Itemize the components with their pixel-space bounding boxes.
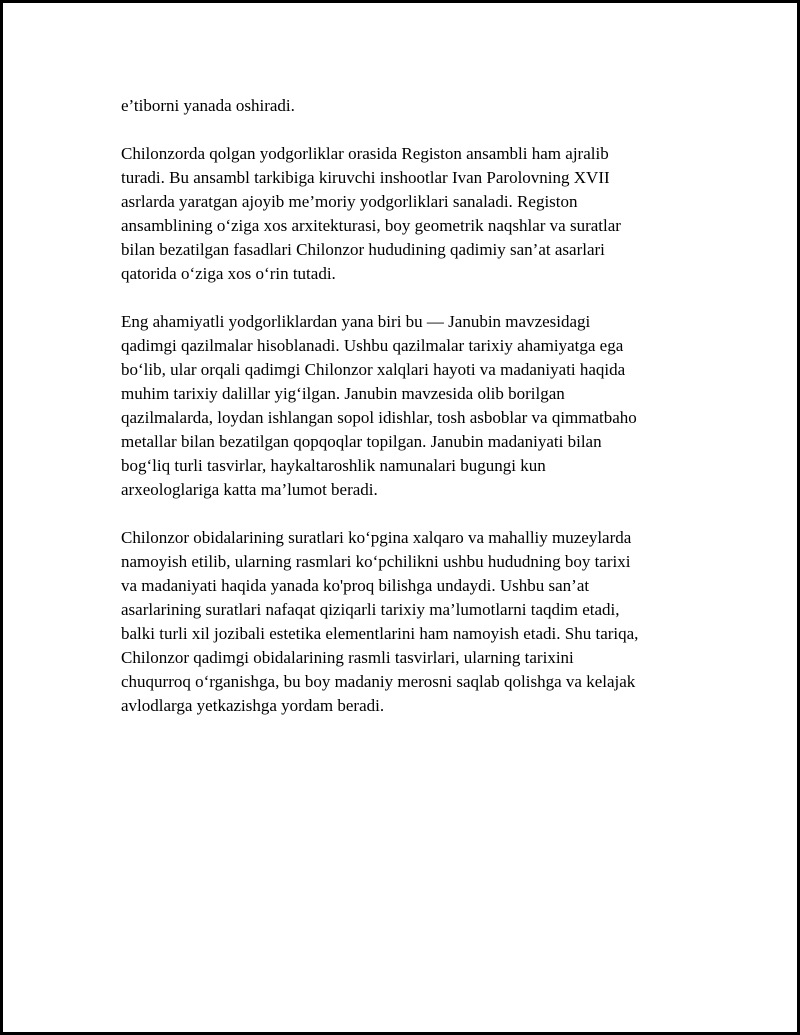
text-line: avlodlarga yetkazishga yordam beradi.: [121, 696, 385, 715]
text-line: asrlarda yaratgan ajoyib me’moriy yodgorliklari sanaladi. Registon: [121, 192, 578, 211]
paragraph-1: [121, 94, 696, 118]
text-line: ansamblining o‘ziga xos arxitekturasi, boy geometrik naqshlar va suratlar: [121, 216, 621, 235]
text-line: asarlarining suratlari nafaqat qiziqarli tarixiy ma’lumotlarni taqdim etadi,: [121, 600, 620, 619]
document-body: [121, 94, 696, 742]
text-line: bo‘lib, ular orqali qadimgi Chilonzor xalqlari hayoti va madaniyati haqida: [121, 360, 626, 379]
text-line: Chilonzor qadimgi obidalarining rasmli tasvirlari, ularning tarixini: [121, 648, 574, 667]
text-line: Chilonzor obidalarining suratlari ko‘pgina xalqaro va mahalliy muzeylarda: [121, 528, 632, 547]
text-line: e’tiborni yanada oshiradi.: [121, 96, 295, 115]
text-line: Eng ahamiyatli yodgorliklardan yana biri bu — Janubin mavzesidagi: [121, 312, 591, 331]
text-line: bilan bezatilgan fasadlari Chilonzor hududining qadimiy san’at asarlari: [121, 240, 605, 259]
text-line: qazilmalarda, loydan ishlangan sopol idishlar, tosh asboblar va qimmatbaho: [121, 408, 637, 427]
text-line: balki turli xil jozibali estetika elementlarini ham namoyish etadi. Shu tariqa,: [121, 624, 639, 643]
text-line: va madaniyati haqida yanada ko'proq bilishga undaydi. Ushbu san’at: [121, 576, 590, 595]
text-line: qadimgi qazilmalar hisoblanadi. Ushbu qazilmalar tarixiy ahamiyatga ega: [121, 336, 624, 355]
text-line: turadi. Bu ansambl tarkibiga kiruvchi inshootlar Ivan Parolovning XVII: [121, 168, 610, 187]
text-line: bog‘liq turli tasvirlar, haykaltaroshlik namunalari bugungi kun: [121, 456, 546, 475]
text-line: metallar bilan bezatilgan qopqoqlar topilgan. Janubin madaniyati bilan: [121, 432, 602, 451]
text-line: arxeologlariga katta ma’lumot beradi.: [121, 480, 378, 499]
text-line: chuqurroq o‘rganishga, bu boy madaniy merosni saqlab qolishga va kelajak: [121, 672, 636, 691]
text-line: qatorida o‘ziga xos o‘rin tutadi.: [121, 264, 336, 283]
text-line: muhim tarixiy dalillar yig‘ilgan. Janubin mavzesida olib borilgan: [121, 384, 565, 403]
paragraph-3: [121, 310, 696, 502]
text-line: Chilonzorda qolgan yodgorliklar orasida Registon ansambli ham ajralib: [121, 144, 609, 163]
paragraph-2: [121, 142, 696, 286]
paragraph-4: [121, 526, 696, 718]
text-line: namoyish etilib, ularning rasmlari ko‘pchilikni ushbu hududning boy tarixi: [121, 552, 631, 571]
